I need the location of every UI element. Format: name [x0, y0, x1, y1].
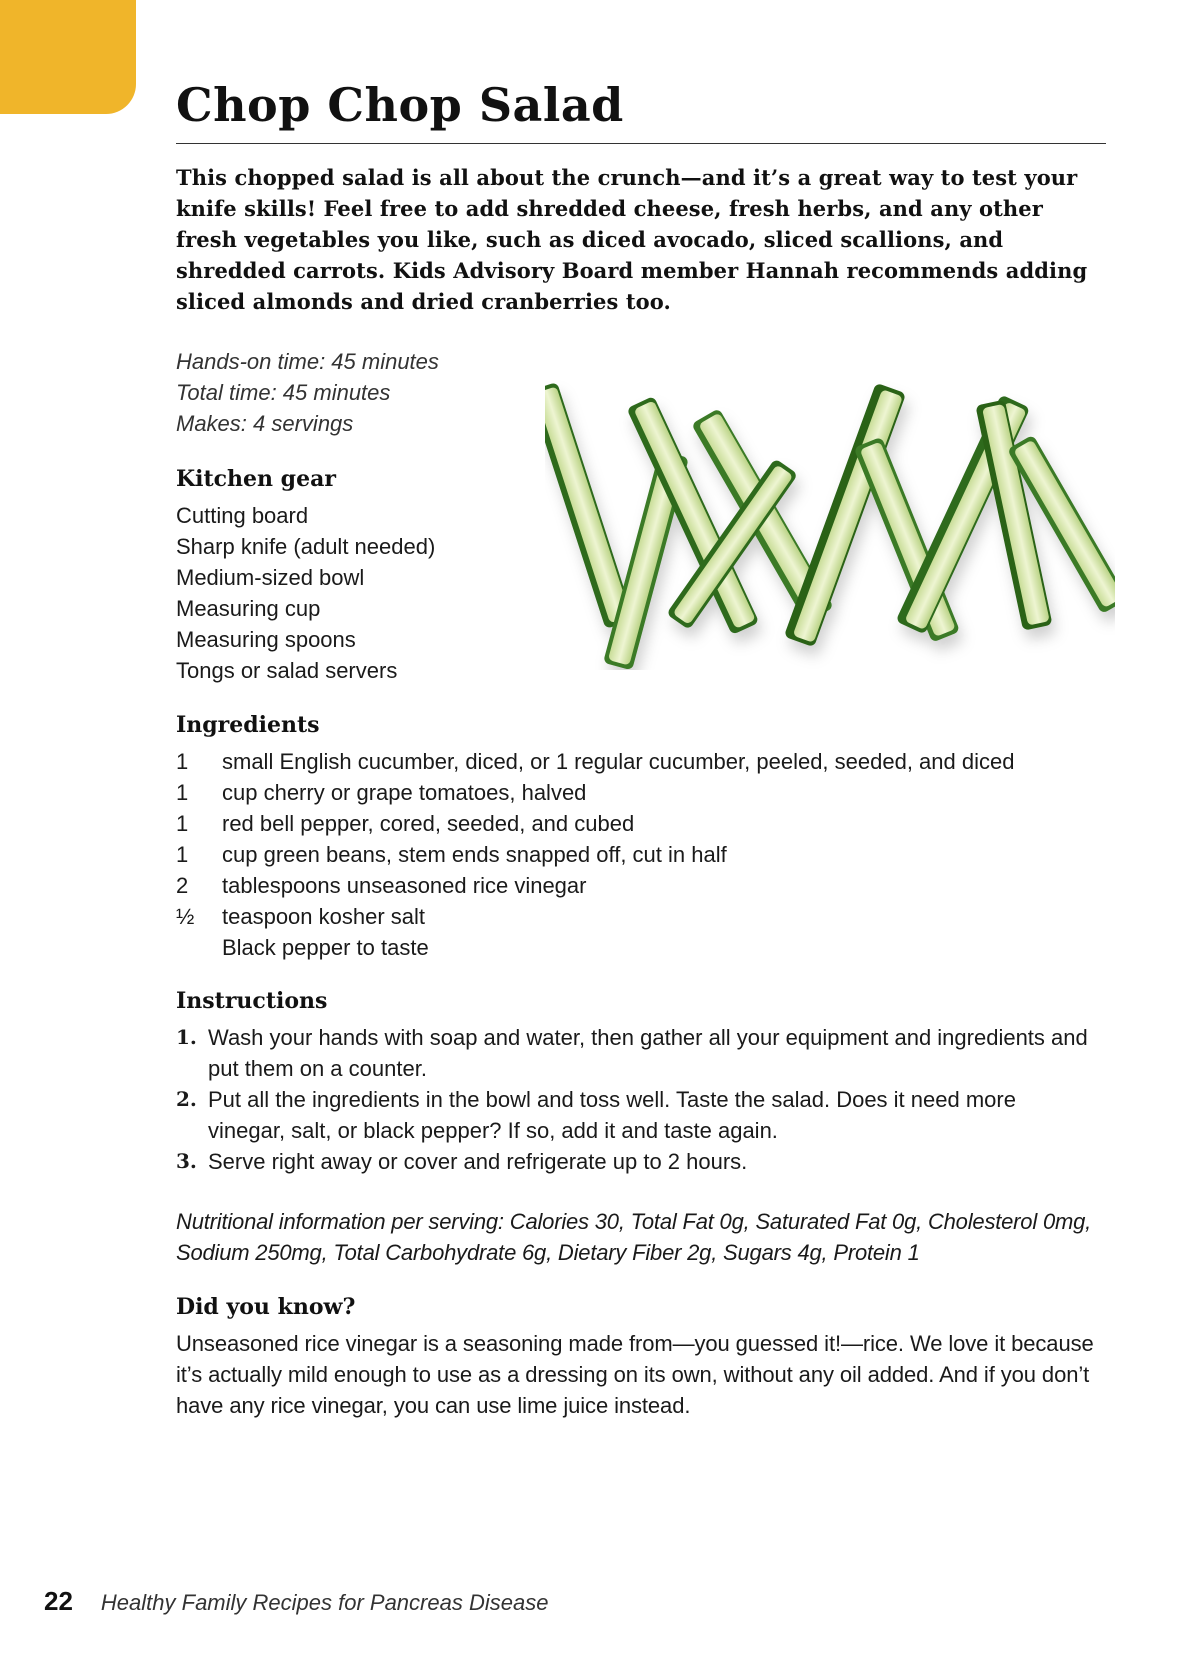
ingredient-text: teaspoon kosher salt	[222, 904, 426, 929]
gear-item: Measuring spoons	[176, 627, 356, 652]
ingredient-item	[176, 746, 1014, 777]
step-number: 3.	[176, 1149, 197, 1173]
ingredients-list	[176, 746, 1014, 963]
ingredient-item	[176, 839, 1014, 870]
ingredient-qty: 1	[176, 811, 189, 836]
step-text: Put all the ingredients in the bowl and toss well. Taste the salad. Does it need more vinegar, salt, or black pepper? If so, add it and taste again.	[208, 1087, 1016, 1143]
page-corner-tab	[0, 0, 136, 114]
ingredient-text: red bell pepper, cored, seeded, and cubed	[222, 811, 635, 836]
recipe-times	[176, 346, 439, 439]
kitchen-gear-list	[176, 500, 435, 686]
step-number: 1.	[176, 1025, 197, 1049]
ingredient-text: small English cucumber, diced, or 1 regular cucumber, peeled, seeded, and diced	[222, 749, 1015, 774]
gear-item: Cutting board	[176, 503, 309, 528]
recipe-title: Chop Chop Salad	[176, 78, 624, 132]
ingredient-qty: 2	[176, 873, 189, 898]
ingredient-qty: ½	[176, 904, 195, 929]
ingredient-text: Black pepper to taste	[222, 935, 429, 960]
gear-item: Measuring cup	[176, 596, 321, 621]
ingredient-text: cup cherry or grape tomatoes, halved	[222, 780, 587, 805]
ingredient-item	[176, 901, 1014, 932]
ingredient-qty: 1	[176, 780, 189, 805]
gear-item: Medium-sized bowl	[176, 565, 365, 590]
instruction-step	[176, 1022, 1096, 1084]
ingredient-item	[176, 808, 1014, 839]
hands-on-time: Hands-on time: 45 minutes	[176, 349, 439, 374]
nutrition-info: Nutritional information per serving: Calories 30, Total Fat 0g, Saturated Fat 0g, Cholesterol 0mg, Sodium 250mg, Total Carbohydrate 6g, Dietary Fiber 2g, Sugars 4g, Protein 1	[176, 1209, 1092, 1265]
instruction-step	[176, 1084, 1096, 1146]
ingredient-text: cup green beans, stem ends snapped off, cut in half	[222, 842, 727, 867]
ingredient-item	[176, 932, 1014, 963]
ingredient-item	[176, 777, 1014, 808]
recipe-intro: This chopped salad is all about the crunch—and it’s a great way to test your knife skills! Feel free to add shredded cheese, fresh herbs, and any other fresh vegetables you like, such as diced avocado, sliced scallions, and shredded carrots. Kids Advisory Board member Hannah recommends adding sliced almonds and dried cranberries too.	[176, 165, 1088, 314]
cucumber-sticks-photo	[545, 370, 1115, 670]
servings: Makes: 4 servings	[176, 411, 354, 436]
ingredient-qty: 1	[176, 749, 189, 774]
page-number: 22	[44, 1586, 73, 1616]
ingredient-item	[176, 870, 1014, 901]
ingredient-qty	[176, 932, 222, 963]
did-you-know-body: Unseasoned rice vinegar is a seasoning made from—you guessed it!—rice. We love it because it’s actually mild enough to use as a dressing on its own, without any oil added. And if you don’t have any rice vinegar, you can use lime juice instead.	[176, 1331, 1094, 1418]
step-text: Wash your hands with soap and water, then gather all your equipment and ingredients and put them on a counter.	[208, 1025, 1088, 1081]
gear-item: Tongs or salad servers	[176, 658, 398, 683]
did-you-know-heading: Did you know?	[176, 1294, 356, 1320]
book-title: Healthy Family Recipes for Pancreas Disease	[100, 1590, 549, 1615]
instructions-list	[176, 1022, 1096, 1177]
total-time: Total time: 45 minutes	[176, 380, 391, 405]
ingredient-qty: 1	[176, 842, 189, 867]
title-divider	[176, 143, 1106, 144]
step-text: Serve right away or cover and refrigerate up to 2 hours.	[208, 1149, 748, 1174]
step-number: 2.	[176, 1087, 197, 1111]
instructions-heading: Instructions	[176, 988, 328, 1014]
page-footer	[44, 1586, 548, 1617]
ingredients-heading: Ingredients	[176, 712, 320, 738]
instruction-step	[176, 1146, 1096, 1177]
cucumber-stick	[545, 382, 634, 629]
kitchen-gear-heading: Kitchen gear	[176, 466, 336, 492]
ingredient-text: tablespoons unseasoned rice vinegar	[222, 873, 587, 898]
gear-item: Sharp knife (adult needed)	[176, 534, 436, 559]
